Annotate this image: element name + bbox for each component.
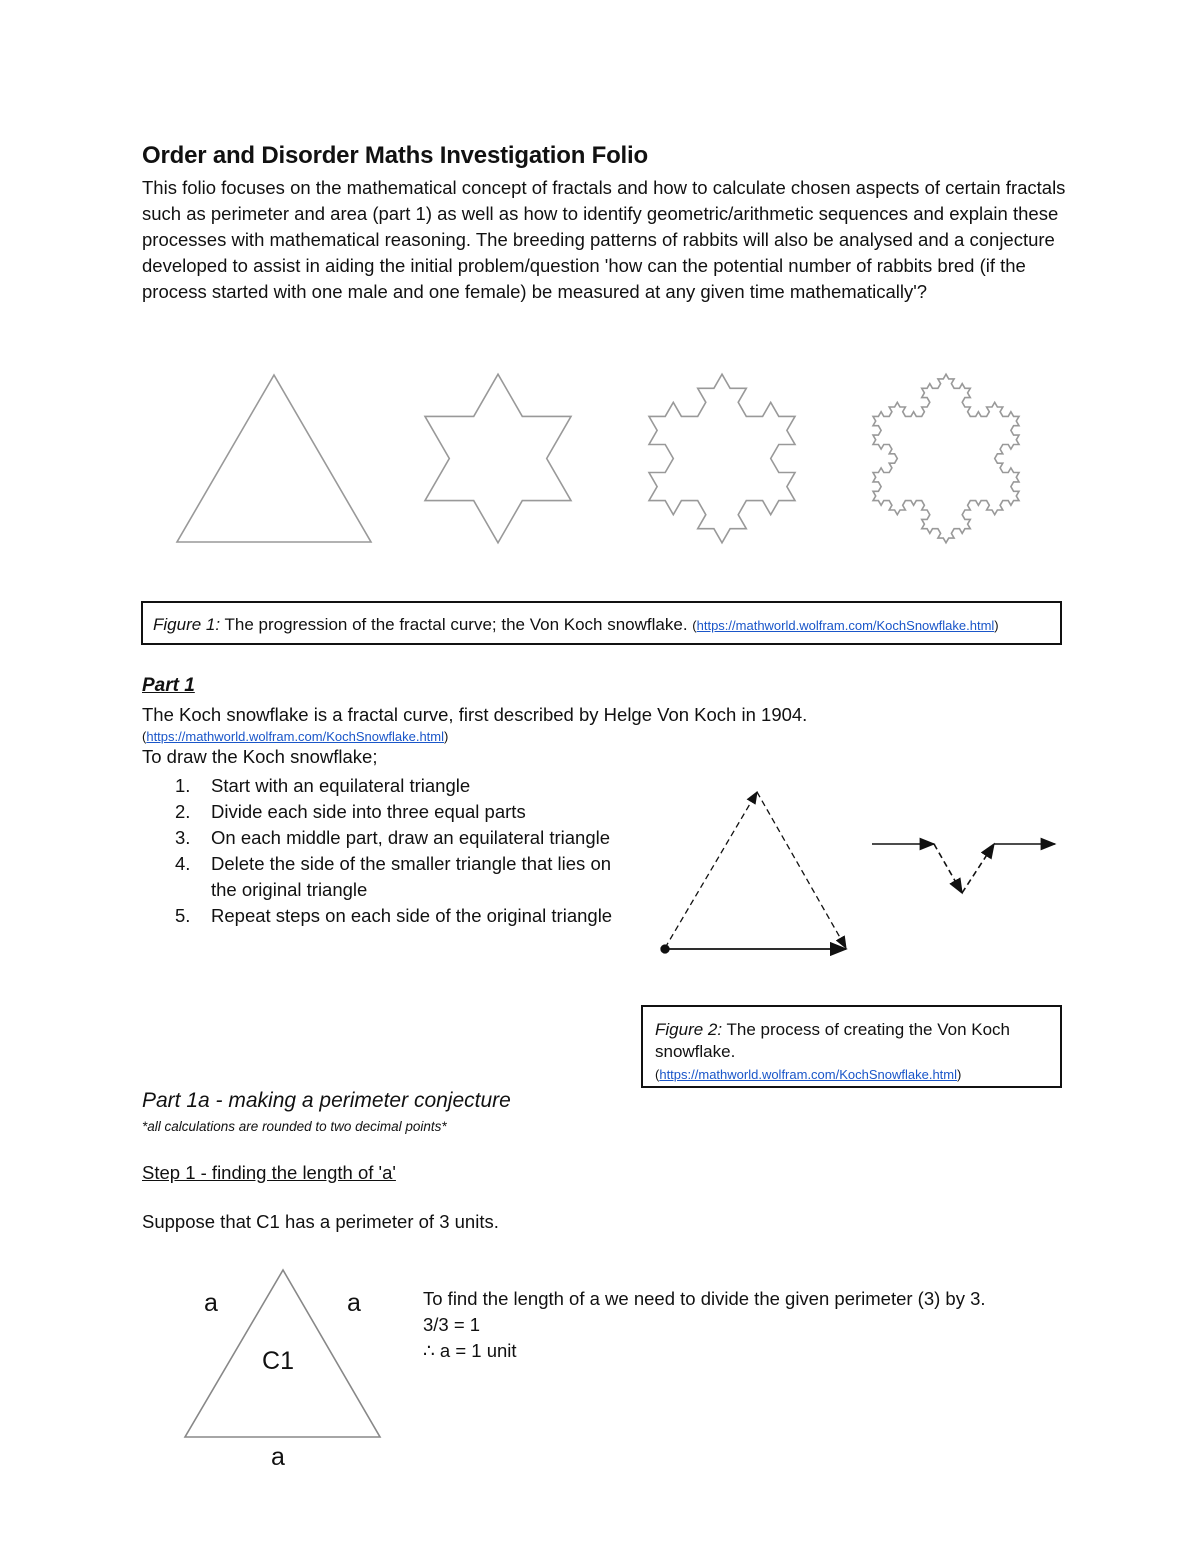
step-number: 4. xyxy=(175,853,191,874)
figure2-label: Figure 2: xyxy=(655,1020,723,1039)
step-number: 2. xyxy=(175,801,191,822)
suppose-text: Suppose that C1 has a perimeter of 3 units. xyxy=(142,1211,499,1232)
part1-source-link[interactable]: https://mathworld.wolfram.com/KochSnowflake.html xyxy=(146,729,445,744)
step1-heading: Step 1 - finding the length of 'a' xyxy=(142,1162,396,1183)
figure1-text: The progression of the fractal curve; the Von Koch snowflake. xyxy=(220,615,693,634)
figure2-text: The process of creating the Von Koch snowflake. xyxy=(655,1020,1011,1061)
draw-intro: To draw the Koch snowflake; xyxy=(142,746,378,767)
list-item xyxy=(175,799,615,825)
koch-generator xyxy=(872,844,1055,893)
triangle-label-bottom: a xyxy=(271,1443,285,1471)
figure2-link[interactable]: https://mathworld.wolfram.com/KochSnowflake.html xyxy=(659,1067,958,1082)
figure2-close: ) xyxy=(957,1067,962,1082)
koch-iteration-2 xyxy=(649,374,795,543)
figure1-caption xyxy=(141,601,1062,645)
step-text: Delete the side of the smaller triangle that lies on the original triangle xyxy=(211,853,612,900)
step-number: 5. xyxy=(175,905,191,926)
part1a-note: *all calculations are rounded to two decimal points* xyxy=(142,1119,447,1134)
step-text: Divide each side into three equal parts xyxy=(211,801,526,822)
intro-paragraph: This folio focuses on the mathematical concept of fractals and how to calculate chosen aspects of certain fractals such as perimeter and area (part 1) as well as how to identify geometric/arithmetic sequences and explain these processes with mathematical reasoning. The breeding patterns of rabbits will also be analysed and a conjecture developed to assist in aiding the initial problem/question 'how can the potential number of rabbits bred (if the process started with one male and one female) be measured at any given time mathematically'? xyxy=(142,177,1066,302)
step-text: On each middle part, draw an equilateral triangle xyxy=(211,827,611,848)
calc-line: ∴ a = 1 unit xyxy=(423,1340,517,1361)
dashed-triangle xyxy=(661,792,846,953)
koch-iteration-1 xyxy=(425,374,571,543)
step-text: Start with an equilateral triangle xyxy=(211,775,471,796)
calc-block xyxy=(423,1286,986,1364)
step-number: 1. xyxy=(175,775,191,796)
part1-source-close: ) xyxy=(444,729,449,744)
list-item xyxy=(175,851,615,903)
part1-source xyxy=(142,729,448,744)
calc-line: To find the length of a we need to divide the given perimeter (3) by 3. xyxy=(423,1288,986,1309)
figure1-open: ( xyxy=(692,618,697,633)
triangle-label-center: C1 xyxy=(262,1347,294,1375)
figure2-caption xyxy=(641,1005,1062,1088)
list-item xyxy=(175,903,615,929)
koch-iteration-0 xyxy=(177,375,371,542)
part1-text: The Koch snowflake is a fractal curve, first described by Helge Von Koch in 1904. xyxy=(142,704,808,725)
list-item xyxy=(175,773,615,799)
list-item xyxy=(175,825,615,851)
part1-source-open: ( xyxy=(142,729,147,744)
figure1-close: ) xyxy=(994,618,999,633)
triangle-label-right: a xyxy=(347,1289,361,1317)
steps-list xyxy=(175,773,615,929)
figure1-label: Figure 1: xyxy=(153,615,221,634)
part1a-heading: Part 1a - making a perimeter conjecture xyxy=(142,1089,511,1112)
calc-line: 3/3 = 1 xyxy=(423,1314,481,1335)
figure2-open: ( xyxy=(655,1067,660,1082)
page-title: Order and Disorder Maths Investigation Folio xyxy=(142,142,648,169)
figure1-link[interactable]: https://mathworld.wolfram.com/KochSnowflake.html xyxy=(696,618,995,633)
part1-heading: Part 1 xyxy=(142,675,195,696)
step-number: 3. xyxy=(175,827,191,848)
step-text: Repeat steps on each side of the original triangle xyxy=(211,905,613,926)
koch-iteration-3 xyxy=(873,374,1019,543)
triangle-label-left: a xyxy=(204,1289,218,1317)
